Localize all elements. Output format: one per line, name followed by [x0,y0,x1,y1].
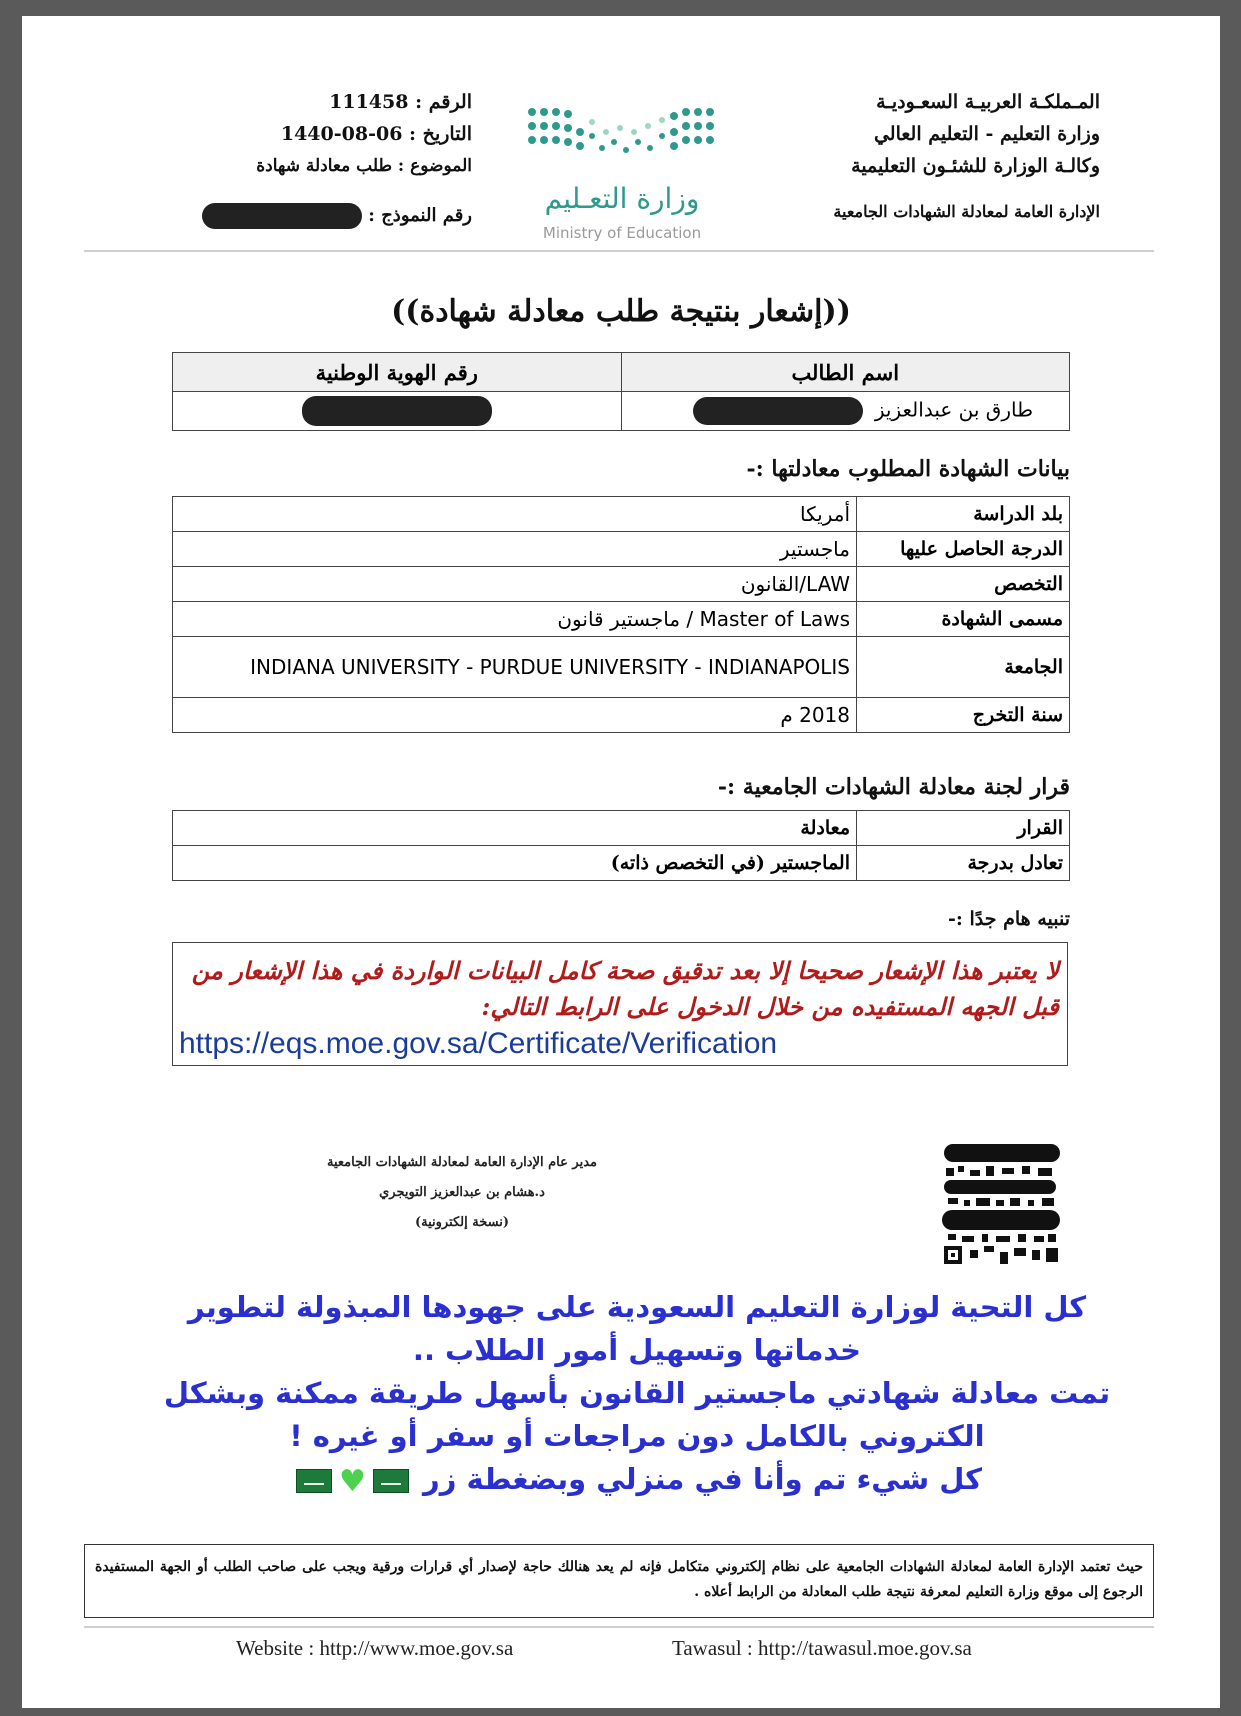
row-value: معادلة [173,811,857,846]
message-last-line [142,1458,1132,1503]
signer-name: د.هشام بن عبدالعزيز التويجري [379,1185,545,1200]
department-line: الإدارة العامة لمعادلة الشهادات الجامعية [833,202,1100,221]
saudi-flag-icon [373,1469,409,1493]
message-line: خدماتها وتسهيل أمور الطلاب .. [412,1333,862,1367]
row-value: Master of Laws / ماجستير قانون [173,602,857,637]
header-authority [780,86,1100,228]
qr-code-icon [942,1142,1062,1266]
reference-subject: الموضوع : طلب معادلة شهادة [256,156,472,176]
thanks-message [142,1286,1132,1503]
row-label: القرار [857,811,1070,846]
table-row [173,698,1070,733]
reference-number: الرقم : 111458 [329,91,472,113]
signer-block [252,1148,672,1238]
row-value: LAW/القانون [173,567,857,602]
row-value: INDIANA UNIVERSITY - PURDUE UNIVERSITY - INDIANAPOLIS [173,637,857,698]
saudi-flag-icon [296,1469,332,1493]
header-divider [84,250,1154,252]
signer-title: مدير عام الإدارة العامة لمعادلة الشهادات الجامعية [327,1155,597,1170]
table-row [173,532,1070,567]
redaction-mark [202,203,362,229]
table-row [173,567,1070,602]
certificate-table [172,496,1070,733]
decision-table [172,810,1070,881]
table-row [173,811,1070,846]
row-label: الدرجة الحاصل عليها [857,532,1070,567]
row-label: الجامعة [857,637,1070,698]
table-row [173,497,1070,532]
form-number-row [202,200,472,232]
row-label: التخصص [857,567,1070,602]
row-value: ماجستير [173,532,857,567]
notice-text: لا يعتبر هذا الإشعار صحيحا إلا بعد تدقيق صحة كامل البيانات الواردة في هذا الإشعار من قبل الجهه المستفيده من خلال الدخول على الرابط التالي: [191,956,1059,1021]
message-line: الكتروني بالكامل دون مراجعات أو سفر أو غيره ! [289,1419,985,1453]
logo-english-text: Ministry of Education [542,224,702,242]
student-name-cell [621,392,1070,431]
message-line: كل شيء تم وأنا في منزلي وبضغطة زر [423,1462,982,1496]
row-label: مسمى الشهادة [857,602,1070,637]
header-reference [202,86,472,232]
message-line: كل التحية لوزارة التعليم السعودية على جهودها المبذولة لتطوير [187,1290,1087,1324]
footer-note-box [84,1544,1154,1618]
green-heart-icon: ♥ [339,1463,366,1499]
student-id-cell [173,392,622,431]
redaction-mark [693,397,863,425]
row-value: الماجستير (في التخصص ذاته) [173,846,857,881]
verification-link[interactable]: https://eqs.moe.gov.sa/Certificate/Verification [179,1027,778,1060]
row-label: تعادل بدرجة [857,846,1070,881]
row-label: سنة التخرج [857,698,1070,733]
tawasul-link[interactable]: Tawasul : http://tawasul.moe.gov.sa [672,1636,972,1660]
decision-heading: قرار لجنة معادلة الشهادات الجامعية :- [717,774,1070,800]
table-row [173,602,1070,637]
row-value: 2018 م [173,698,857,733]
document-page [22,16,1220,1708]
page-title: ((إشعار بنتيجة طلب معادلة شهادة)) [391,294,851,329]
redaction-mark [302,396,492,426]
reference-date: التاريخ : 06-08-1440 [280,123,472,145]
signer-note: (نسخة إلكترونية) [414,1215,510,1230]
row-value: أمريكا [173,497,857,532]
agency-line: وكالـة الوزارة للشئـون التعليمية [851,155,1100,177]
form-number-label: رقم النموذج : [368,205,472,226]
ministry-logo [502,92,742,252]
notice-heading: تنبيه هام جدًا :- [948,908,1070,930]
certificate-heading: بيانات الشهادة المطلوب معادلتها :- [746,456,1070,482]
table-row [173,846,1070,881]
student-name-header: اسم الطالب [621,353,1070,392]
logo-dots-icon [502,92,742,182]
table-row [173,637,1070,698]
row-label: بلد الدراسة [857,497,1070,532]
logo-arabic-text: وزارة التعـليم [544,182,700,215]
ministry-line: وزارة التعليم - التعليم العالي [873,123,1100,145]
notice-box [172,942,1068,1066]
website-link[interactable]: Website : http://www.moe.gov.sa [236,1636,514,1660]
footer-note-text: حيث تعتمد الإدارة العامة لمعادلة الشهادات الجامعية على نظام إلكتروني متكامل فإنه لم يعد هنالك حاجة لإصدار أي قرارات ورقية ويجب على صاحب الطلب أو الجهة المستفيدة الرجوع إلى موقع وزارة التعليم لمعرفة نتيجة طلب المعادلة من الرابط أعلاه . [95,1559,1143,1600]
message-line: تمت معادلة شهادتي ماجستير القانون بأسهل طريقة ممكنة وبشكل [163,1376,1111,1410]
student-table [172,352,1070,431]
student-name-value: طارق بن عبدالعزيز [874,397,1033,422]
kingdom-line: المـملكـة العربيـة السعـوديـة [876,91,1100,113]
footer-divider [84,1626,1154,1628]
student-id-header: رقم الهوية الوطنية [173,353,622,392]
